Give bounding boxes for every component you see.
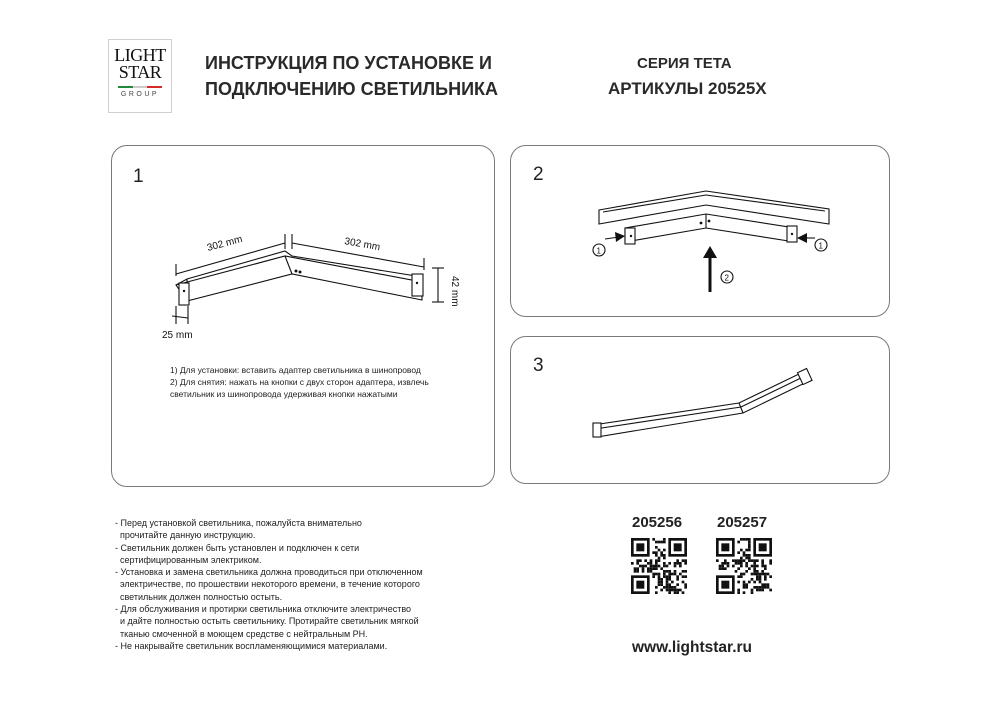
warning-line: электричестве, по прошествии некоторого времени, в течение которого: [120, 579, 420, 590]
logo-flag-stripe: [118, 86, 162, 88]
dimension-length-right: 302 mm: [343, 236, 381, 254]
dimension-height: 42 mm: [449, 276, 460, 307]
warning-line: и дайте полностью остыть светильнику. Протирайте светильник мягкой: [120, 616, 419, 627]
brand-logo: [108, 39, 172, 113]
flag-green: [118, 86, 133, 88]
warning-line: - Перед установкой светильника, пожалуйста внимательно: [115, 518, 362, 528]
article-numbers: АРТИКУЛЫ 20525X: [608, 79, 767, 98]
step1-number: 1: [133, 166, 144, 187]
step3-drawing: [511, 337, 891, 485]
step2-drawing: [511, 146, 891, 318]
dimension-length-left: 302 mm: [205, 233, 244, 254]
callout-buttons-left: 1: [596, 246, 601, 256]
flag-red: [147, 86, 162, 88]
qr-code[interactable]: [716, 538, 772, 594]
logo-word-group: GROUP: [120, 91, 160, 98]
warning-line: - Светильник должен быть установлен и подключен к сети: [115, 542, 360, 553]
remove-note: 2) Для снятия: нажать на кнопки с двух сторон адаптера, извлечь: [170, 377, 429, 387]
step2-panel: [510, 145, 890, 317]
step3-number: 3: [533, 355, 544, 376]
step3-panel: [510, 336, 890, 484]
step1-drawing: [112, 146, 496, 488]
callout-buttons-right: 1: [818, 241, 823, 251]
document-title-line1: ИНСТРУКЦИЯ ПО УСТАНОВКЕ И: [205, 53, 492, 73]
step2-number: 2: [533, 164, 544, 185]
dimension-width: 25 mm: [162, 330, 193, 341]
remove-note-continued: светильник из шинопровода удерживая кнопки нажатыми: [170, 389, 398, 399]
warning-line: прочитайте данную инструкцию.: [120, 530, 256, 541]
logo-word-light: LIGHT: [114, 45, 166, 65]
product-code: 205256: [632, 514, 683, 531]
warning-line: тканью смоченной в моющем средстве с нейтральным PH.: [120, 628, 368, 639]
series-name: СЕРИЯ TETA: [637, 55, 732, 72]
step1-panel: [111, 145, 495, 487]
callout-insert-up: 2: [724, 273, 729, 283]
safety-instructions: [115, 517, 423, 652]
warning-line: светильник должен полностью остыть.: [120, 591, 283, 602]
warning-line: сертифицированным электриком.: [120, 554, 262, 565]
qr-code[interactable]: [631, 538, 687, 594]
flag-white: [133, 86, 148, 88]
warning-line: - Установка и замена светильника должна проводиться при отключенном: [115, 567, 423, 578]
product-code: 205257: [717, 514, 768, 531]
install-note: 1) Для установки: вставить адаптер светильника в шинопровод: [170, 365, 421, 375]
warning-line: - Не накрывайте светильник воспламеняющимися материалами.: [115, 640, 388, 651]
logo-word-star: STAR: [118, 62, 162, 82]
website-link[interactable]: www.lightstar.ru: [632, 639, 752, 656]
document-title-line2: ПОДКЛЮЧЕНИЮ СВЕТИЛЬНИКА: [205, 79, 499, 99]
warning-line: - Для обслуживания и протирки светильника отключите электричество: [115, 604, 412, 615]
